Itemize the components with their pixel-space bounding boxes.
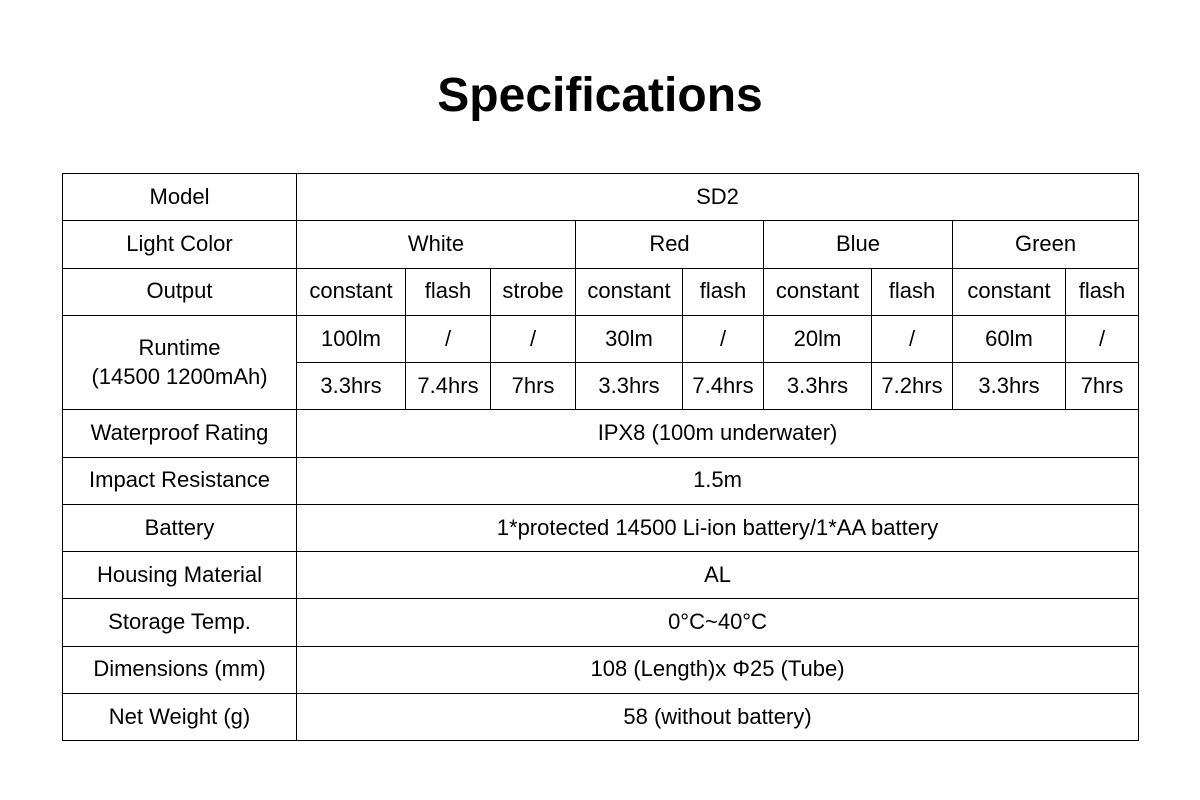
weight-value: 58 (without battery) <box>297 693 1139 740</box>
runtime-label-line2: (14500 1200mAh) <box>91 363 268 389</box>
row-weight <box>63 693 1139 740</box>
row-storage <box>63 599 1139 646</box>
runtime-lumens: / <box>872 315 953 362</box>
runtime-hours: 7hrs <box>1066 363 1139 410</box>
housing-value: AL <box>297 552 1139 599</box>
runtime-lumens: 30lm <box>576 315 683 362</box>
output-mode: flash <box>1066 268 1139 315</box>
page-title: Specifications <box>437 69 763 122</box>
runtime-hours: 7.2hrs <box>872 363 953 410</box>
impact-label: Impact Resistance <box>63 457 297 504</box>
runtime-hours: 7.4hrs <box>406 363 491 410</box>
runtime-lumens: 100lm <box>297 315 406 362</box>
row-housing <box>63 552 1139 599</box>
impact-value: 1.5m <box>297 457 1139 504</box>
row-impact <box>63 457 1139 504</box>
output-mode: flash <box>683 268 764 315</box>
battery-label: Battery <box>63 504 297 551</box>
runtime-label <box>63 315 297 410</box>
runtime-hours: 3.3hrs <box>764 363 872 410</box>
output-mode: flash <box>406 268 491 315</box>
row-model <box>63 174 1139 221</box>
runtime-lumens: / <box>683 315 764 362</box>
storage-value: 0°C~40°C <box>297 599 1139 646</box>
runtime-lumens: 20lm <box>764 315 872 362</box>
specifications-table <box>62 173 1139 741</box>
row-waterproof <box>63 410 1139 457</box>
runtime-label-line1: Runtime <box>138 334 221 360</box>
color-green: Green <box>953 221 1139 268</box>
runtime-lumens: 60lm <box>953 315 1066 362</box>
runtime-hours: 3.3hrs <box>576 363 683 410</box>
output-label: Output <box>63 268 297 315</box>
output-mode: constant <box>953 268 1066 315</box>
waterproof-label: Waterproof Rating <box>63 410 297 457</box>
model-label: Model <box>63 174 297 221</box>
light-color-label: Light Color <box>63 221 297 268</box>
dimensions-value: 108 (Length)x Φ25 (Tube) <box>297 646 1139 693</box>
output-mode: constant <box>764 268 872 315</box>
output-mode: strobe <box>491 268 576 315</box>
color-white: White <box>297 221 576 268</box>
dimensions-label: Dimensions (mm) <box>63 646 297 693</box>
color-blue: Blue <box>764 221 953 268</box>
waterproof-value: IPX8 (100m underwater) <box>297 410 1139 457</box>
weight-label: Net Weight (g) <box>63 693 297 740</box>
row-battery <box>63 504 1139 551</box>
runtime-hours: 7.4hrs <box>683 363 764 410</box>
runtime-hours: 3.3hrs <box>953 363 1066 410</box>
storage-label: Storage Temp. <box>63 599 297 646</box>
output-mode: constant <box>297 268 406 315</box>
runtime-hours: 7hrs <box>491 363 576 410</box>
row-dimensions <box>63 646 1139 693</box>
output-mode: constant <box>576 268 683 315</box>
output-mode: flash <box>872 268 953 315</box>
housing-label: Housing Material <box>63 552 297 599</box>
model-value: SD2 <box>297 174 1139 221</box>
runtime-lumens: / <box>491 315 576 362</box>
row-output <box>63 268 1139 315</box>
row-runtime-lumens <box>63 315 1139 362</box>
row-light-color <box>63 221 1139 268</box>
runtime-lumens: / <box>406 315 491 362</box>
runtime-hours: 3.3hrs <box>297 363 406 410</box>
battery-value: 1*protected 14500 Li-ion battery/1*AA battery <box>297 504 1139 551</box>
color-red: Red <box>576 221 764 268</box>
runtime-lumens: / <box>1066 315 1139 362</box>
